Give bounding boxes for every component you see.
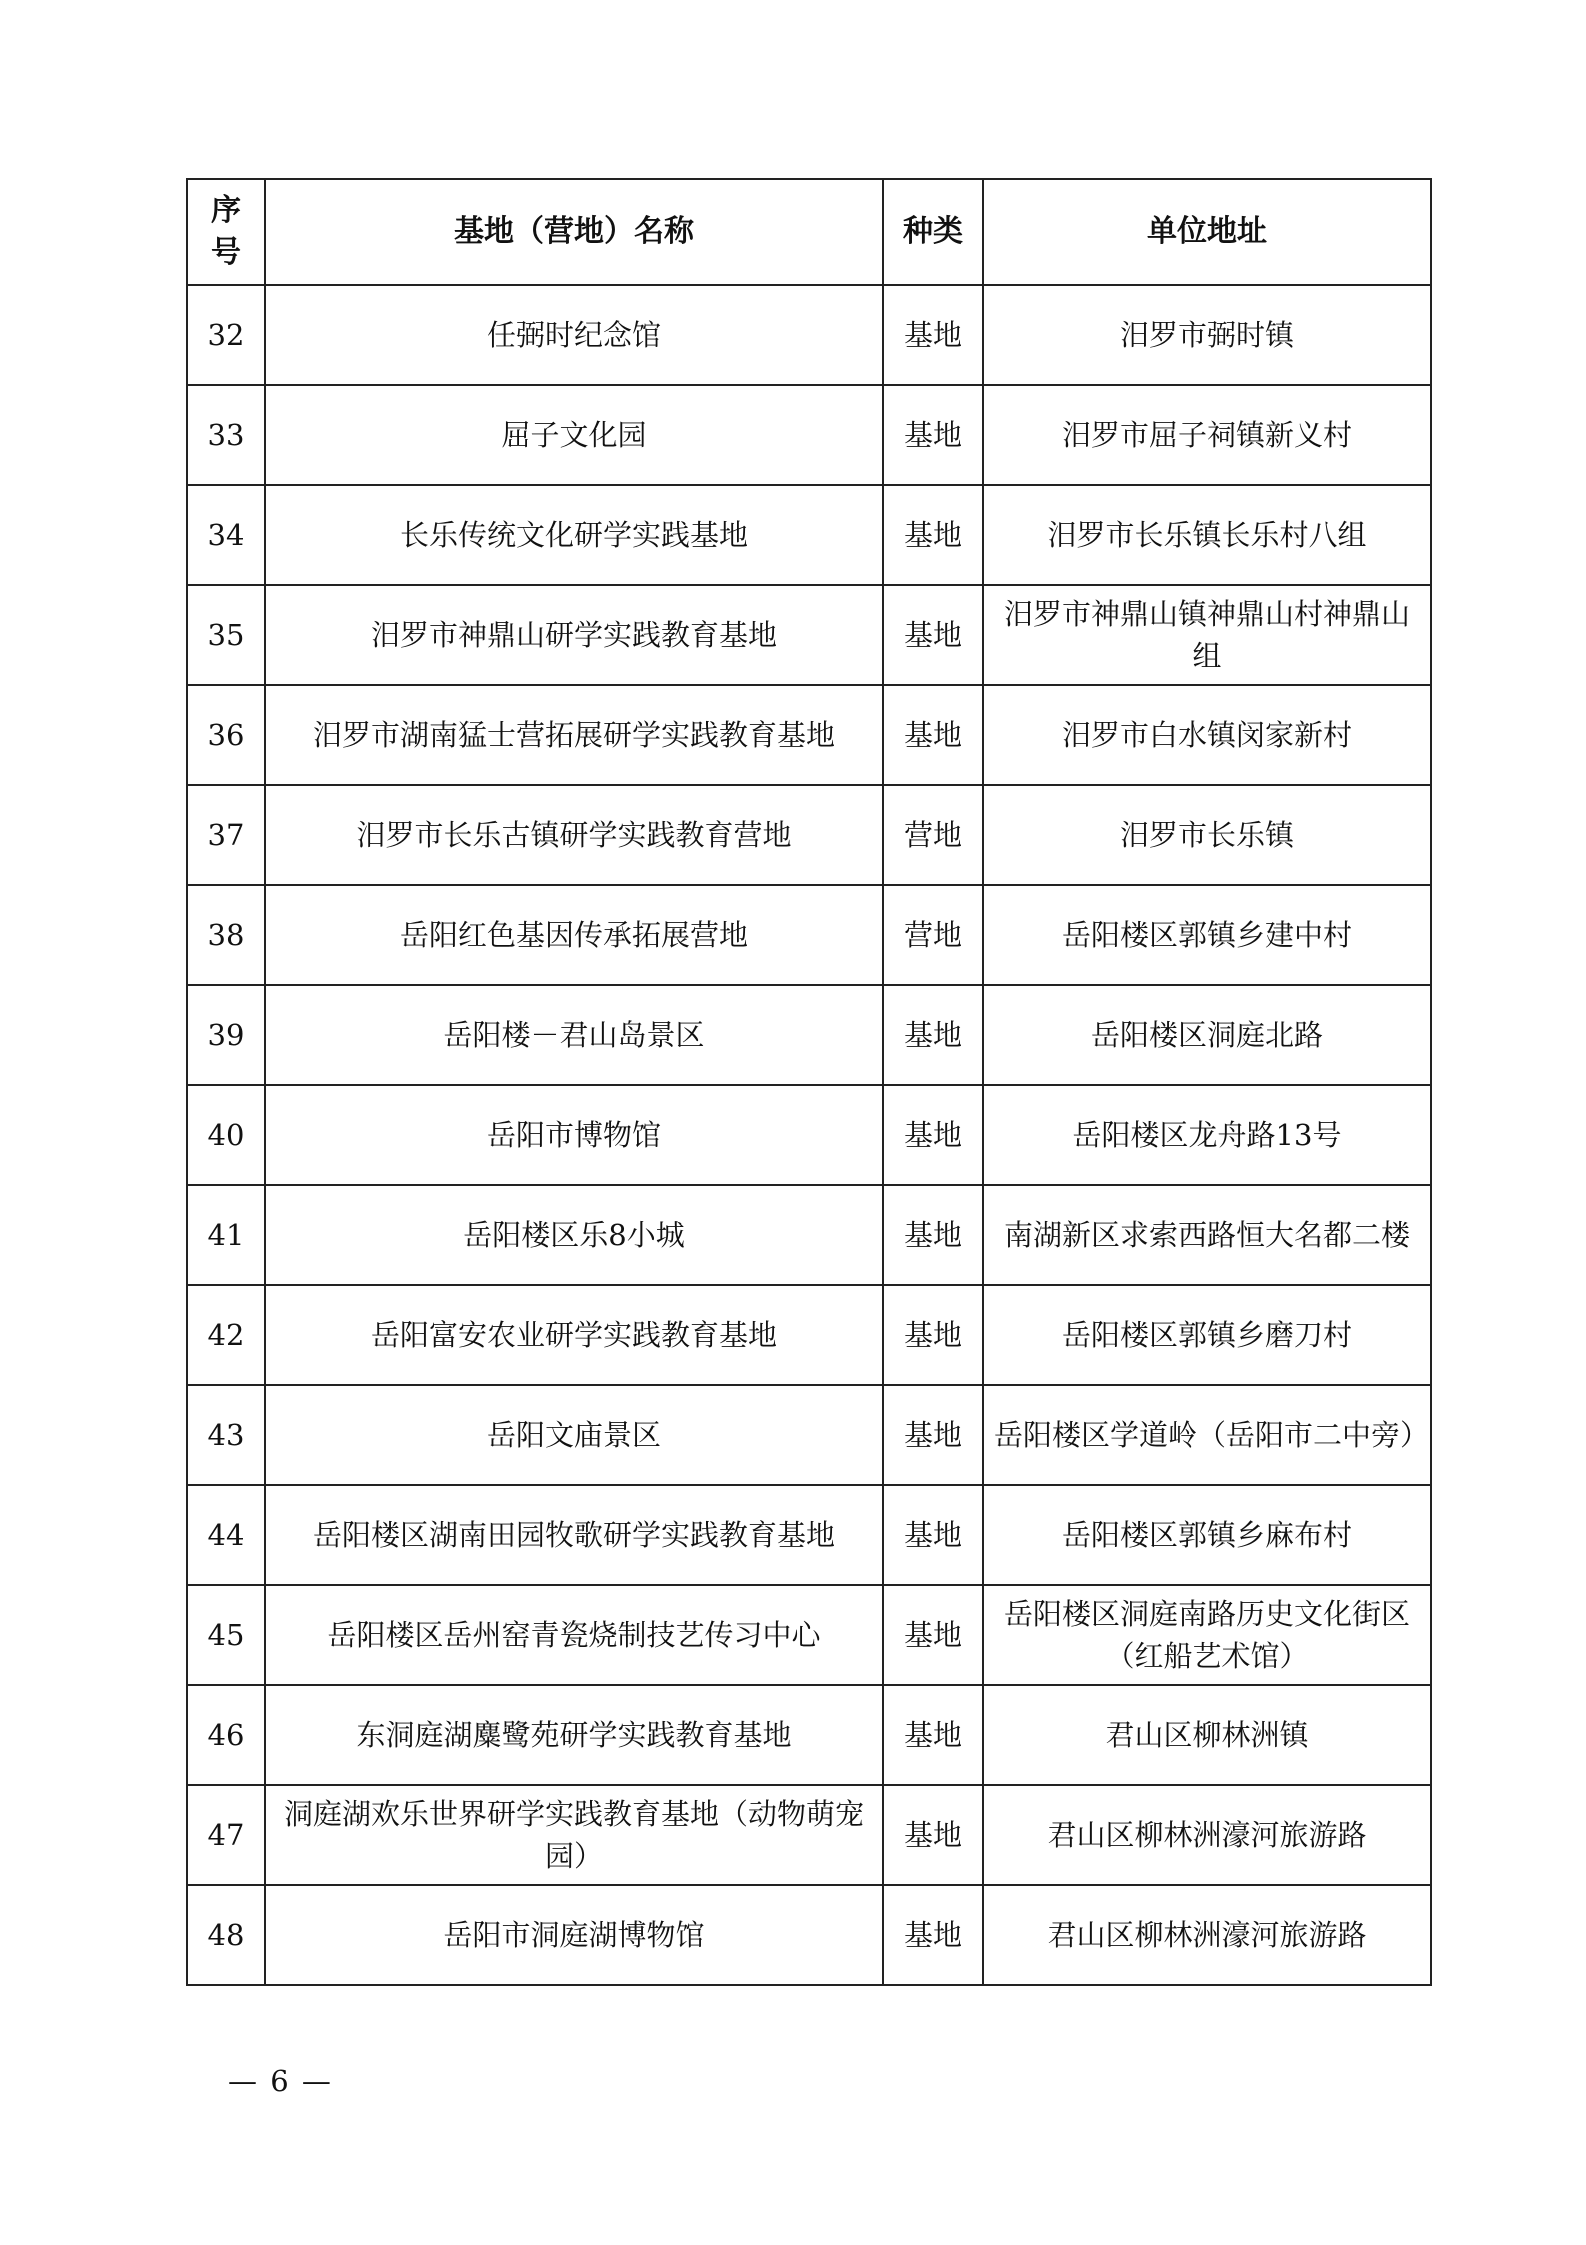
table-row	[187, 1785, 1431, 1885]
cell-serial-number: 38	[187, 885, 265, 985]
table-row	[187, 1885, 1431, 1985]
header-base-name: 基地（营地）名称	[265, 179, 883, 285]
cell-base-name: 长乐传统文化研学实践基地	[265, 485, 883, 585]
cell-serial-number: 40	[187, 1085, 265, 1185]
table-header-row	[187, 179, 1431, 285]
cell-serial-number: 42	[187, 1285, 265, 1385]
cell-base-name: 汨罗市神鼎山研学实践教育基地	[265, 585, 883, 685]
table-row	[187, 1585, 1431, 1685]
table-row	[187, 1485, 1431, 1585]
table-row	[187, 985, 1431, 1085]
cell-serial-number: 41	[187, 1185, 265, 1285]
cell-base-name: 岳阳市博物馆	[265, 1085, 883, 1185]
table-row	[187, 785, 1431, 885]
cell-address: 汨罗市弼时镇	[983, 285, 1431, 385]
cell-base-name: 岳阳楼－君山岛景区	[265, 985, 883, 1085]
cell-address: 汨罗市屈子祠镇新义村	[983, 385, 1431, 485]
cell-type: 基地	[883, 1885, 983, 1985]
cell-type: 基地	[883, 1185, 983, 1285]
cell-serial-number: 36	[187, 685, 265, 785]
cell-type: 基地	[883, 1085, 983, 1185]
table-row	[187, 885, 1431, 985]
cell-type: 基地	[883, 285, 983, 385]
base-list-table	[186, 178, 1432, 1986]
cell-type: 基地	[883, 1585, 983, 1685]
table-row	[187, 485, 1431, 585]
cell-type: 基地	[883, 385, 983, 485]
cell-type: 基地	[883, 1285, 983, 1385]
cell-type: 基地	[883, 585, 983, 685]
cell-base-name: 任弼时纪念馆	[265, 285, 883, 385]
cell-type: 基地	[883, 985, 983, 1085]
cell-address: 岳阳楼区洞庭南路历史文化街区（红船艺术馆）	[983, 1585, 1431, 1685]
table-body	[187, 285, 1431, 1985]
table-row	[187, 285, 1431, 385]
cell-serial-number: 34	[187, 485, 265, 585]
cell-address: 汨罗市长乐镇长乐村八组	[983, 485, 1431, 585]
table-row	[187, 585, 1431, 685]
table-row	[187, 1685, 1431, 1785]
cell-base-name: 洞庭湖欢乐世界研学实践教育基地（动物萌宠园）	[265, 1785, 883, 1885]
table-row	[187, 685, 1431, 785]
cell-serial-number: 37	[187, 785, 265, 885]
cell-serial-number: 46	[187, 1685, 265, 1785]
cell-address: 汨罗市长乐镇	[983, 785, 1431, 885]
header-address: 单位地址	[983, 179, 1431, 285]
table-row	[187, 1285, 1431, 1385]
table-row	[187, 1385, 1431, 1485]
cell-base-name: 岳阳文庙景区	[265, 1385, 883, 1485]
cell-address: 岳阳楼区学道岭（岳阳市二中旁）	[983, 1385, 1431, 1485]
cell-serial-number: 32	[187, 285, 265, 385]
cell-serial-number: 33	[187, 385, 265, 485]
cell-base-name: 岳阳红色基因传承拓展营地	[265, 885, 883, 985]
cell-type: 基地	[883, 485, 983, 585]
cell-serial-number: 39	[187, 985, 265, 1085]
cell-address: 岳阳楼区郭镇乡磨刀村	[983, 1285, 1431, 1385]
header-serial-number: 序号	[187, 179, 265, 285]
cell-type: 基地	[883, 1685, 983, 1785]
cell-type: 基地	[883, 1385, 983, 1485]
cell-address: 岳阳楼区郭镇乡建中村	[983, 885, 1431, 985]
cell-type: 营地	[883, 785, 983, 885]
cell-address: 汨罗市白水镇闵家新村	[983, 685, 1431, 785]
cell-address: 君山区柳林洲镇	[983, 1685, 1431, 1785]
cell-serial-number: 47	[187, 1785, 265, 1885]
cell-type: 营地	[883, 885, 983, 985]
cell-base-name: 岳阳楼区乐8小城	[265, 1185, 883, 1285]
cell-address: 君山区柳林洲濠河旅游路	[983, 1785, 1431, 1885]
cell-address: 岳阳楼区龙舟路13号	[983, 1085, 1431, 1185]
cell-base-name: 岳阳富安农业研学实践教育基地	[265, 1285, 883, 1385]
table-row	[187, 1185, 1431, 1285]
cell-serial-number: 45	[187, 1585, 265, 1685]
cell-base-name: 屈子文化园	[265, 385, 883, 485]
cell-serial-number: 44	[187, 1485, 265, 1585]
cell-type: 基地	[883, 685, 983, 785]
cell-address: 汨罗市神鼎山镇神鼎山村神鼎山组	[983, 585, 1431, 685]
cell-type: 基地	[883, 1785, 983, 1885]
cell-serial-number: 43	[187, 1385, 265, 1485]
cell-serial-number: 48	[187, 1885, 265, 1985]
cell-base-name: 汨罗市长乐古镇研学实践教育营地	[265, 785, 883, 885]
cell-serial-number: 35	[187, 585, 265, 685]
page-number: — 6 —	[228, 2064, 333, 2098]
cell-base-name: 岳阳楼区岳州窑青瓷烧制技艺传习中心	[265, 1585, 883, 1685]
cell-address: 南湖新区求索西路恒大名都二楼	[983, 1185, 1431, 1285]
cell-address: 岳阳楼区郭镇乡麻布村	[983, 1485, 1431, 1585]
cell-base-name: 汨罗市湖南猛士营拓展研学实践教育基地	[265, 685, 883, 785]
table-row	[187, 385, 1431, 485]
cell-address: 君山区柳林洲濠河旅游路	[983, 1885, 1431, 1985]
cell-type: 基地	[883, 1485, 983, 1585]
header-type: 种类	[883, 179, 983, 285]
table-row	[187, 1085, 1431, 1185]
cell-base-name: 岳阳市洞庭湖博物馆	[265, 1885, 883, 1985]
cell-base-name: 东洞庭湖麋鹭苑研学实践教育基地	[265, 1685, 883, 1785]
cell-address: 岳阳楼区洞庭北路	[983, 985, 1431, 1085]
cell-base-name: 岳阳楼区湖南田园牧歌研学实践教育基地	[265, 1485, 883, 1585]
